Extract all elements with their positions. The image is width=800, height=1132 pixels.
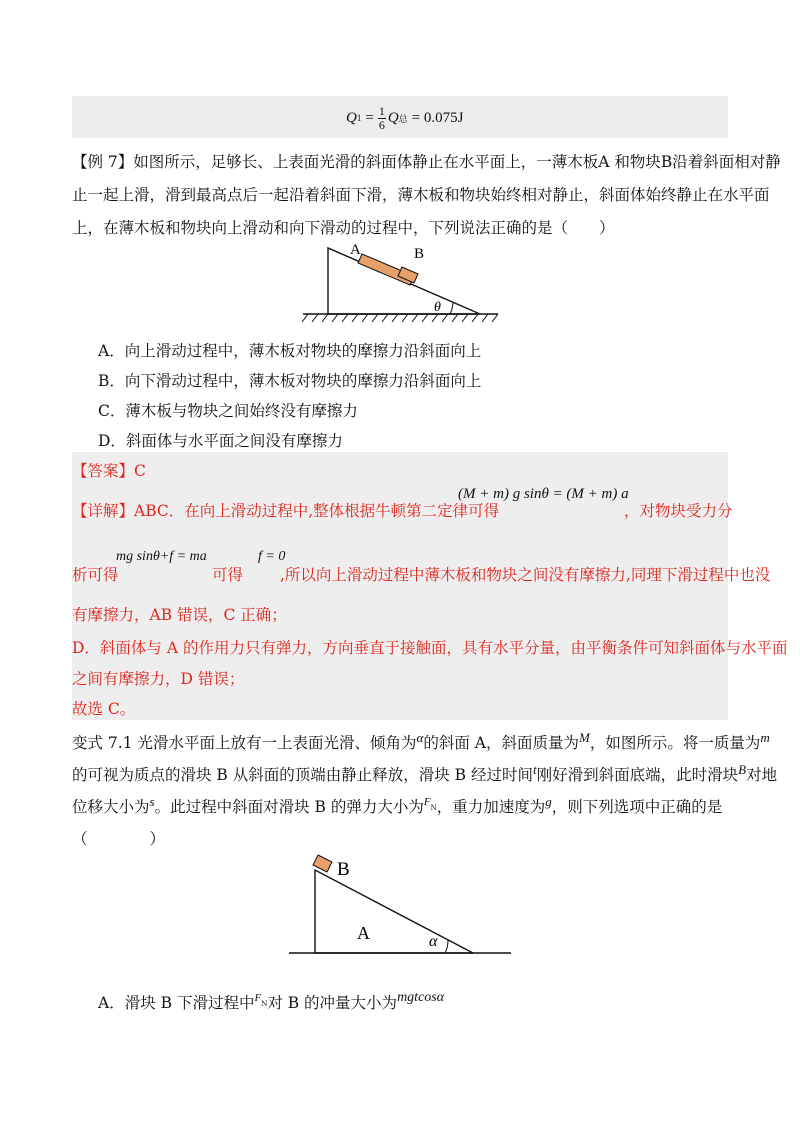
top-formula [346,100,463,136]
example7-line2: 止一起上滑，滑到最高点后一起沿着斜面下滑，薄木板和物块始终相对静止，斜面体始终静止在水平面 [72,186,770,204]
detail-after1: ，对物块受力分 [624,502,733,520]
detail-line4: D．斜面体与 A 的作用力只有弹力，方向垂直于接触面，具有水平分量，由平衡条件可知斜面体与水平面 [72,639,788,657]
option-a-formula: mgtcosα [397,990,445,1005]
variant-option-a [98,991,444,1014]
formula-lhs: Q [346,109,357,126]
option-b: B．向下滑动过程中，薄木板对物块的摩擦力沿斜面向上 [98,372,482,390]
angle-theta: θ [434,300,441,315]
sym-alpha: α [416,730,424,745]
formula-block: mg sinθ+f = ma [116,549,207,564]
label-a: A [350,242,361,258]
label-b: B [337,859,350,880]
variant-line2 [72,763,777,785]
angle-arc [445,940,448,953]
variant-option-a-text2: 对 B 的冲量大小为 [267,994,398,1012]
sym-fn: F [254,992,262,1004]
variant-line2c: 对地 [746,766,778,784]
detail-prefix: 【详解】ABC．在向上滑动过程中,整体根据牛顿第二定律可得 [72,502,500,520]
sym-fn: F [423,796,431,808]
variant-line3b: 。此过程中斜面对滑块 B 的弹力大小为 [154,798,424,816]
label-b: B [414,246,425,262]
detail-line5: 之间有摩擦力，D 错误； [72,670,245,688]
formula-mid-sub: 总 [398,113,408,124]
sym-b: B [738,762,747,777]
fraction-num: 1 [378,103,385,118]
detail-line3: 有摩擦力，AB 错误，C 正确； [72,606,287,624]
sym-fn-sub: N [261,1000,268,1009]
sym-t: t [533,762,537,777]
example7-line3: 上，在薄木板和物块向上滑动和向下滑动的过程中，下列说法正确的是（ ） [72,219,615,237]
incline-figure-2 [285,845,515,960]
detail-line2-mid: 可得 [212,566,244,584]
sym-m: m [760,730,770,745]
formula-mid: Q [387,109,399,126]
variant-line1 [72,731,770,753]
ground-hatch [302,314,498,322]
formula-lhs-sub: 1 [356,113,362,123]
variant-line3d: ，则下列选项中正确的是 [551,798,723,816]
variant-line1a: 变式 7.1 光滑水平面上放有一上表面光滑、倾角为 [72,734,417,752]
option-d: D．斜面体与水平面之间没有摩擦力 [98,432,343,450]
variant-line3a: 位移大小为 [72,798,150,816]
block-b [313,855,332,872]
sym-s: s [149,794,155,809]
variant-option-a-text1: A．滑块 B 下滑过程中 [98,994,255,1012]
variant-line2b: 刚好滑到斜面底端，此时滑块 [536,766,739,784]
variant-line1b: 的斜面 A，斜面质量为 [423,734,579,752]
fraction [378,105,386,132]
detail-line2-prefix: 析可得 [72,566,119,584]
incline-figure-1 [300,240,505,326]
angle-alpha: α [429,933,438,950]
variant-line1c: ，如图所示。将一质量为 [589,734,761,752]
variant-line3c: ，重力加速度为 [436,798,546,816]
sym-g: g [545,794,552,809]
angle-arc [450,302,453,314]
option-c: C．薄木板与物块之间始终没有摩擦力 [98,402,358,420]
label-a: A [357,923,370,943]
incline-triangle [315,870,473,953]
formula-f-zero: f = 0 [258,549,286,564]
detail-line2-suffix: ,所以向上滑动过程中薄木板和物块之间没有摩擦力,同理下滑过程中也没 [280,566,771,584]
fraction-den: 6 [378,117,385,132]
variant-line3 [72,795,722,818]
equals-sign: = [365,109,374,126]
sym-fn-sub: N [430,804,437,813]
option-a: A．向上滑动过程中，薄木板对物块的摩擦力沿斜面向上 [98,342,482,360]
variant-line4: （ ） [72,830,166,848]
sym-m-capital: M [578,730,590,745]
formula-newton: (M + m) g sinθ = (M + m) a [458,486,629,502]
formula-rhs: = 0.075J [411,109,464,126]
detail-line6: 故选 C。 [72,700,136,718]
variant-line2a: 的可视为质点的滑块 B 从斜面的顶端由静止释放，滑块 B 经过时间 [72,766,533,784]
answer-label: 【答案】C [72,462,146,480]
example7-line1: 【例 7】如图所示，足够长、上表面光滑的斜面体静止在水平面上，一薄木板A 和物块B沿着斜面相对静 [72,153,781,171]
